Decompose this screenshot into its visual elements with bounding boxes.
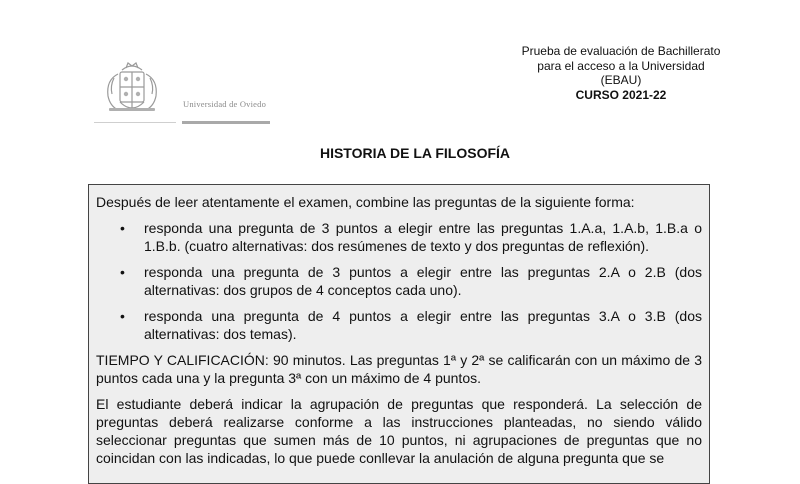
list-item-text: responda una pregunta de 3 puntos a elegir entre las preguntas 1.A.a, 1.A.b, 1.B.a o 1.B.b. (cuatro alternativas: dos resúmenes de texto y dos preguntas de reflexión). [144, 220, 702, 254]
exam-header-line2: para el acceso a la Universidad [537, 58, 705, 73]
exam-header-line3: (EBAU) [600, 73, 642, 87]
exam-header-line1: Prueba de evaluación de Bachillerato [521, 44, 721, 58]
list-item [96, 263, 702, 299]
list-item [96, 307, 702, 343]
instructions-list [96, 219, 702, 343]
grouping-paragraph: El estudiante deberá indicar la agrupación de preguntas que responderá. La selección de preguntas deberá realizarse conforme a las instrucciones planteadas, no siendo válido seleccionar preguntas que sumen más de 10 puntos, ni agrupaciones de preguntas que no coincidan con las indicadas, lo que puede conllevar la anulación de alguna pregunta que se [96, 396, 702, 466]
bullet-icon: • [120, 308, 125, 324]
exam-course: CURSO 2021-22 [575, 87, 667, 102]
logo-underline [182, 121, 270, 124]
list-item-text: responda una pregunta de 3 puntos a elegir entre las preguntas 2.A o 2.B (dos alternativas: dos grupos de 4 conceptos cada uno). [144, 264, 702, 298]
exam-header [500, 44, 742, 102]
instructions-intro: Después de leer atentamente el examen, combine las preguntas de la siguiente forma: [96, 194, 635, 210]
bullet-icon: • [120, 220, 125, 236]
university-logo [94, 60, 270, 126]
university-crest-icon [100, 60, 164, 118]
instructions-box [88, 184, 710, 484]
university-name: Universidad de Oviedo [183, 99, 267, 109]
page-title: HISTORIA DE LA FILOSOFÍA [319, 145, 511, 161]
list-item-text: responda una pregunta de 4 puntos a elegir entre las preguntas 3.A o 3.B (dos alternativas: dos temas). [144, 308, 702, 342]
time-scoring-paragraph: TIEMPO Y CALIFICACIÓN: 90 minutos. Las preguntas 1ª y 2ª se calificarán con un máximo de 3 puntos cada una y la pregunta 3ª con un máximo de 4 puntos. [96, 352, 702, 386]
bullet-icon: • [120, 264, 125, 280]
list-item [96, 219, 702, 255]
logo-divider [94, 122, 176, 123]
